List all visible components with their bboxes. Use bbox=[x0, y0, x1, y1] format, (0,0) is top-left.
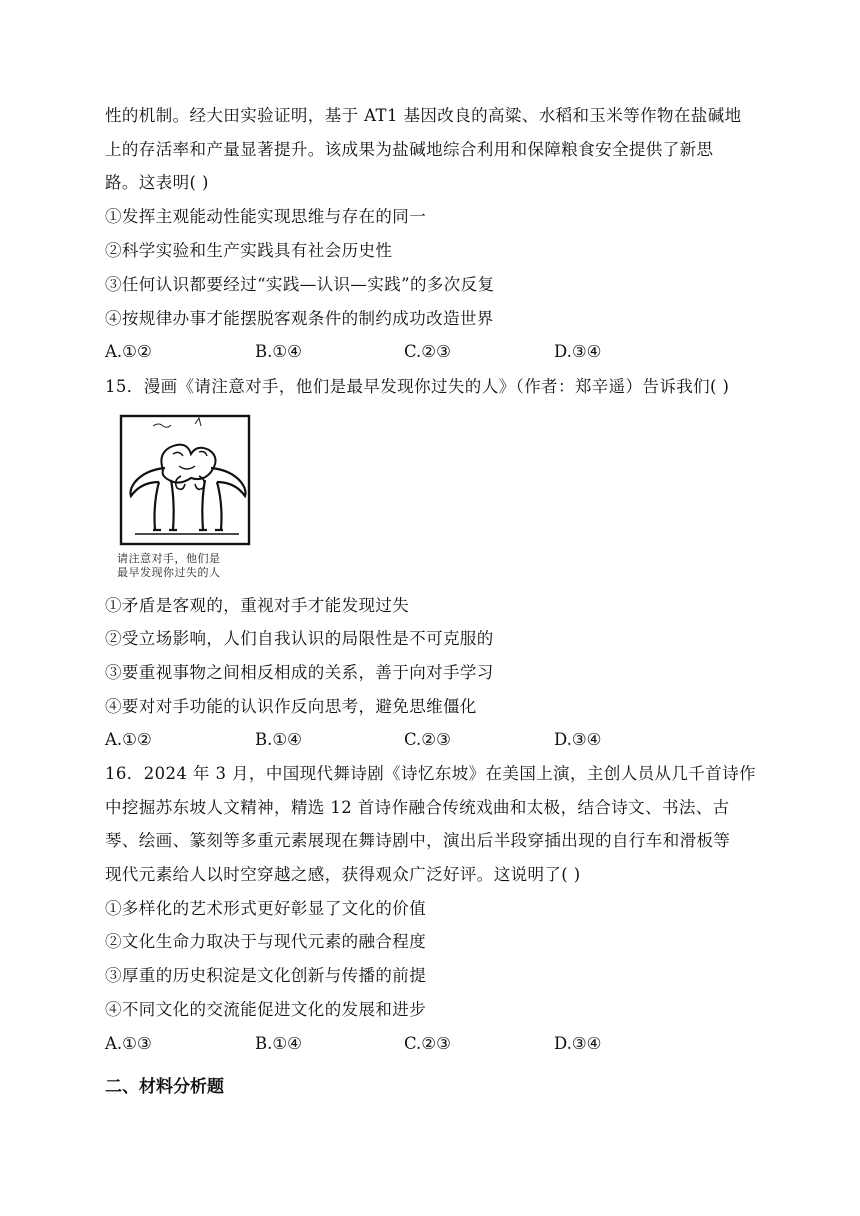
q15-option-d: D.③④ bbox=[554, 730, 602, 749]
q14-option-b: B.①④ bbox=[255, 342, 302, 361]
q16-stem-line-2: 中挖掘苏东坡人文精神，精选 12 首诗作融合传统戏曲和太极，结合诗文、书法、古 bbox=[105, 798, 730, 817]
comic-caption-line-1: 请注意对手，他们是 bbox=[117, 552, 221, 565]
q14-statement-1: ①发挥主观能动性能实现思维与存在的同一 bbox=[105, 207, 427, 226]
q16-option-a: A.①③ bbox=[105, 1034, 152, 1053]
q14-option-c: C.②③ bbox=[404, 342, 451, 361]
q16-option-b: B.①④ bbox=[255, 1034, 302, 1053]
comic-caption bbox=[117, 552, 221, 580]
q14-stem-line-2: 上的存活率和产量显著提升。该成果为盐碱地综合利用和保障粮食安全提供了新思 bbox=[105, 140, 714, 159]
q14-option-d: D.③④ bbox=[554, 342, 602, 361]
q15-stem: 15．漫画《请注意对手，他们是最早发现你过失的人》（作者：郑辛遥）告诉我们( ) bbox=[105, 377, 730, 396]
q15-statement-3: ③要重视事物之间相反相成的关系，善于向对手学习 bbox=[105, 663, 494, 682]
q14-stem-line-1: 性的机制。经大田实验证明，基于 AT1 基因改良的高粱、水稻和玉米等作物在盐碱地 bbox=[105, 106, 742, 125]
q14-statement-3: ③任何认识都要经过“实践—认识—实践”的多次反复 bbox=[105, 275, 495, 294]
q15-statement-4: ④要对对手功能的认识作反向思考，避免思维僵化 bbox=[105, 697, 477, 716]
q14-statement-2: ②科学实验和生产实践具有社会历史性 bbox=[105, 241, 393, 260]
q16-stem-line-3: 琴、绘画、篆刻等多重元素展现在舞诗剧中，演出后半段穿插出现的自行车和滑板等 bbox=[105, 831, 731, 850]
q16-stem-line-1: 16．2024 年 3 月，中国现代舞诗剧《诗忆东坡》在美国上演，主创人员从几千首诗作 bbox=[105, 764, 756, 783]
q14-stem-line-3: 路。这表明( ) bbox=[105, 173, 209, 192]
q15-option-a: A.①② bbox=[105, 730, 152, 749]
q16-statement-3: ③厚重的历史积淀是文化创新与传播的前提 bbox=[105, 966, 427, 985]
q15-option-c: C.②③ bbox=[404, 730, 451, 749]
q15-statement-2: ②受立场影响，人们自我认识的局限性是不可克服的 bbox=[105, 629, 494, 648]
section-heading: 二、材料分析题 bbox=[105, 1077, 224, 1097]
q16-statement-4: ④不同文化的交流能促进文化的发展和进步 bbox=[105, 1000, 427, 1019]
q15-option-b: B.①④ bbox=[255, 730, 302, 749]
q15-statement-1: ①矛盾是客观的，重视对手才能发现过失 bbox=[105, 596, 410, 615]
q14-statement-4: ④按规律办事才能摆脱客观条件的制约成功改造世界 bbox=[105, 309, 494, 328]
q16-option-d: D.③④ bbox=[554, 1034, 602, 1053]
q16-stem-line-4: 现代元素给人以时空穿越之感，获得观众广泛好评。这说明了( ) bbox=[105, 865, 581, 884]
comic-caption-line-2: 最早发现你过失的人 bbox=[117, 566, 221, 579]
q16-statement-1: ①多样化的艺术形式更好彰显了文化的价值 bbox=[105, 899, 427, 918]
q16-option-c: C.②③ bbox=[404, 1034, 451, 1053]
q16-statement-2: ②文化生命力取决于与现代元素的融合程度 bbox=[105, 932, 427, 951]
q14-option-a: A.①② bbox=[105, 342, 152, 361]
